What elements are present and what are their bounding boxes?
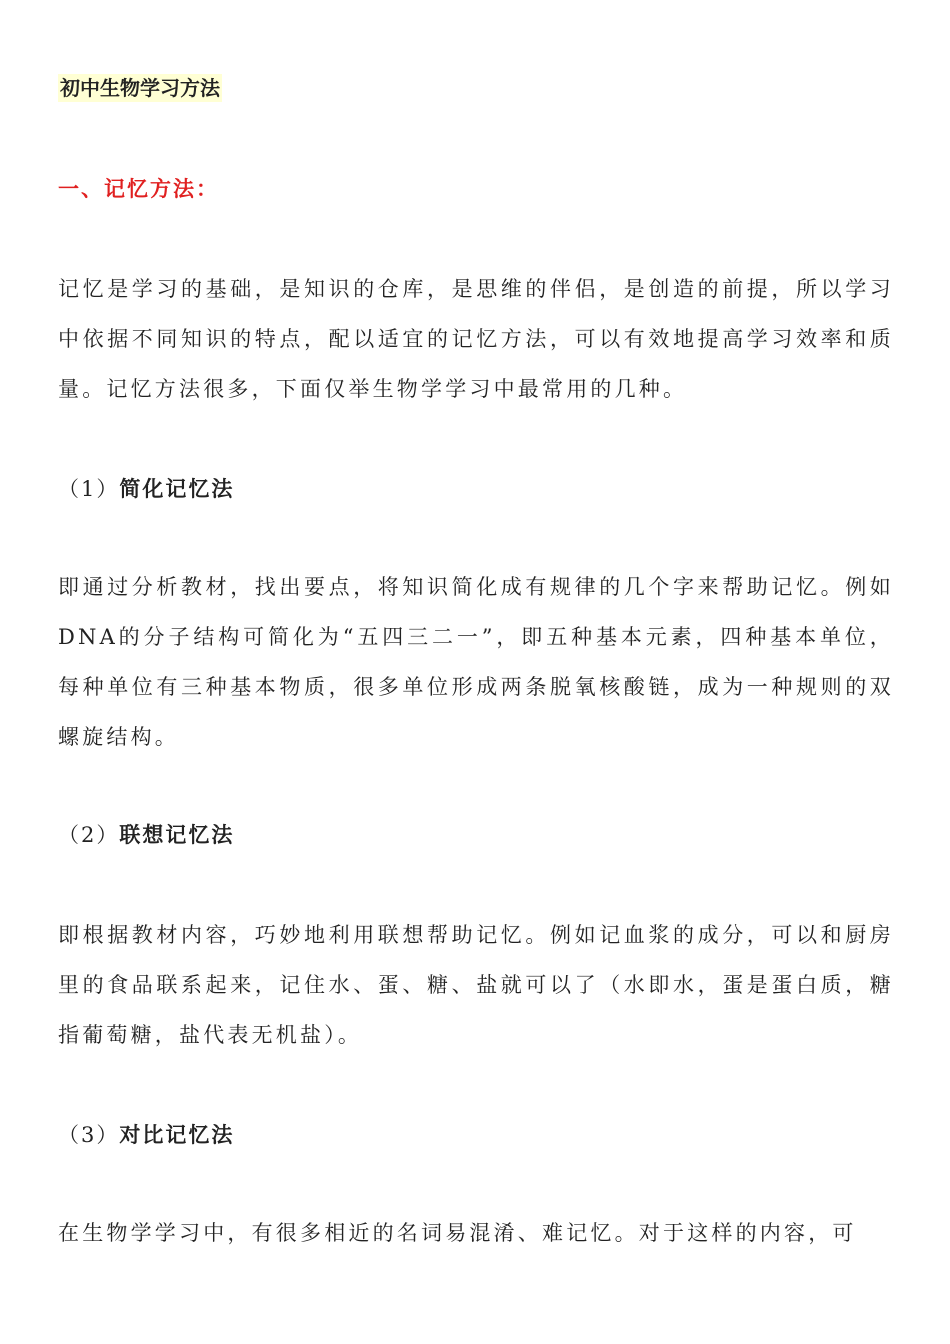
intro-paragraph: 记忆是学习的基础，是知识的仓库，是思维的伴侣，是创造的前提，所以学习中依据不同知识的特点，配以适宜的记忆方法，可以有效地提高学习效率和质量。记忆方法很多，下面仅举生物学学习中最常用的几种。 <box>58 277 894 401</box>
section-heading-memory-methods: 一、记忆方法： <box>58 177 219 201</box>
method-1-heading <box>58 474 234 504</box>
method-2-number: （2） <box>58 823 120 847</box>
method-3-paragraph: 在生物学学习中，有很多相近的名词易混淆、难记忆。对于这样的内容，可 <box>58 1221 857 1245</box>
document-title: 初中生物学习方法 <box>60 76 220 100</box>
method-2-heading <box>58 820 234 850</box>
method-2-name: 联想记忆法 <box>119 823 235 847</box>
method-2-paragraph: 即根据教材内容，巧妙地利用联想帮助记忆。例如记血浆的成分，可以和厨房里的食品联系起来，记住水、蛋、糖、盐就可以了（水即水，蛋是蛋白质，糖指葡萄糖，盐代表无机盐）。 <box>58 923 894 1047</box>
method-1-number: （1） <box>58 477 120 501</box>
method-3-heading <box>58 1120 234 1150</box>
method-1-paragraph: 即通过分析教材，找出要点，将知识简化成有规律的几个字来帮助记忆。例如 DNA的分子结构可简化为“五四三二一”，即五种基本元素，四种基本单位，每种单位有三种基本物质，很多单位形成两条脱氧核酸链，成为一种规则的双螺旋结构。 <box>58 575 894 749</box>
method-1-name: 简化记忆法 <box>119 477 235 501</box>
method-3-name: 对比记忆法 <box>119 1123 235 1147</box>
method-3-number: （3） <box>58 1123 120 1147</box>
